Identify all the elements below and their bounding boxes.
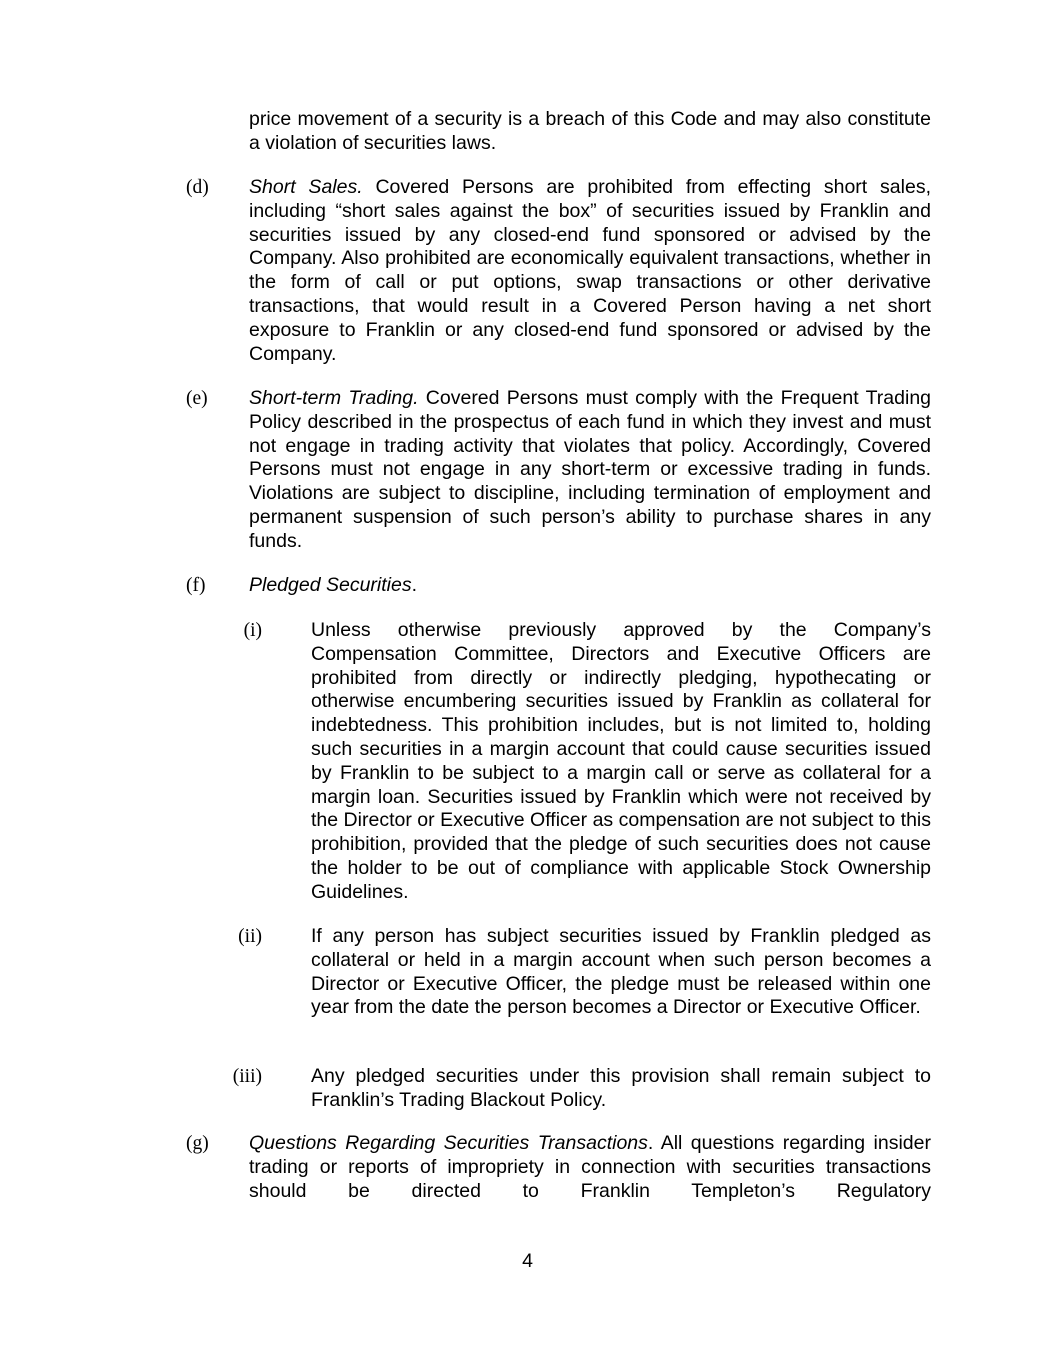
section-e-title: Short-term Trading. xyxy=(249,387,419,409)
section-f-title: Pledged Securities xyxy=(249,574,412,596)
section-g-text: . All questions regarding insider trading or reports of impropriety in connection with securities transactions should be directed to Franklin Templeton’s Regulatory xyxy=(249,1132,931,1202)
page-number: 4 xyxy=(522,1250,533,1272)
section-f-label: (f) xyxy=(186,575,206,596)
section-g-label: (g) xyxy=(186,1133,209,1154)
section-f-text: . xyxy=(411,574,418,596)
subsection-ii-paragraph: If any person has subject securities issued by Franklin pledged as collateral or held in a margin account when such person becomes a Director or Executive Officer, the pledge must be released within one year from the date the person becomes a Director or Executive Officer. xyxy=(311,925,931,1019)
subsection-iii-label: (iii) xyxy=(232,1066,262,1087)
continuation-paragraph: price movement of a security is a breach of this Code and may also constitute a violation of securities laws. xyxy=(249,108,931,154)
subsection-iii-paragraph: Any pledged securities under this provision shall remain subject to Franklin’s Trading Blackout Policy. xyxy=(311,1065,931,1111)
section-g-paragraph xyxy=(249,1132,931,1203)
section-f-paragraph xyxy=(249,574,931,598)
section-g-title: Questions Regarding Securities Transactions xyxy=(249,1132,648,1154)
section-e-text: Covered Persons must comply with the Frequent Trading Policy described in the prospectus of each fund in which they invest and must not engage in trading activity that violates that policy. Accordingly, Covered Persons must not engage in any short-term or excessive trading in funds. Violations are subject to discipline, including termination of employment and permanent suspension of such person’s ability to purchase shares in any funds. xyxy=(249,387,932,552)
section-e-label: (e) xyxy=(186,388,208,409)
subsection-i-label: (i) xyxy=(243,620,262,641)
section-d-text: Covered Persons are prohibited from effecting short sales, including “short sales against the box” of securities issued by Franklin and securities issued by any closed-end fund sponsored or advised by the Company. Also prohibited are economically equivalent transactions, whether in the form of call or put options, swap transactions or other derivative transactions, that would result in a Covered Person having a net short exposure to Franklin or any closed-end fund sponsored or advised by the Company. xyxy=(249,176,931,365)
section-d-label: (d) xyxy=(186,177,209,198)
subsection-i-paragraph: Unless otherwise previously approved by the Company’s Compensation Committee, Directors and Executive Officers are prohibited from directly or indirectly pledging, hypothecating or otherwise encumbering securities issued by Franklin as collateral for indebtedness. This prohibition includes, but is not limited to, holding such securities in a margin account that could cause securities issued by Franklin to be subject to a margin call or serve as collateral for a margin loan. Securities issued by Franklin which were not received by the Director or Executive Officer as compensation are not subject to this prohibition, provided that the pledge of such securities does not cause the holder to be out of compliance with applicable Stock Ownership Guidelines. xyxy=(311,619,931,903)
section-d-paragraph xyxy=(249,176,931,366)
section-e-paragraph xyxy=(249,387,931,554)
section-d-title: Short Sales. xyxy=(249,176,363,198)
subsection-ii-label: (ii) xyxy=(238,926,262,947)
